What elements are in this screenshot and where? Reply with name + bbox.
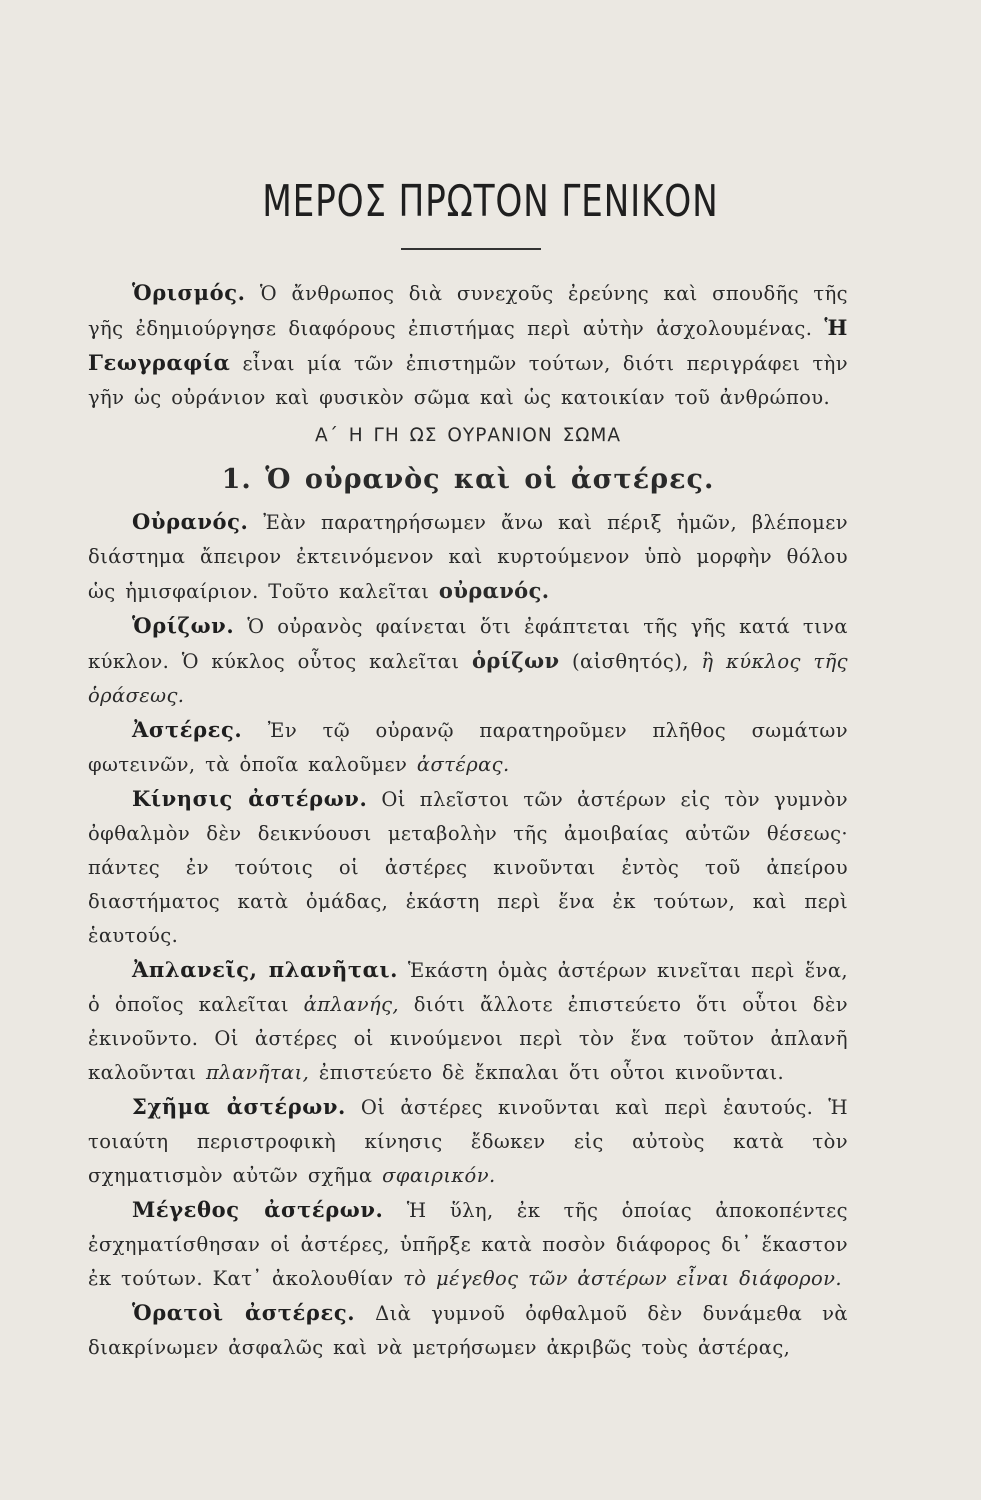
paragraph-star-size — [88, 1193, 848, 1296]
keyword-horizon: Ὁρίζων. — [132, 613, 235, 638]
paragraph-star-shape — [88, 1090, 848, 1193]
keyword-fixed-planets: Ἀπλανεῖς, πλανῆται. — [132, 957, 399, 982]
text: Ἑκάστη ὁμὰς ἀστέρων κινεῖται περὶ ἕνα, ὁ ὁποῖος καλεῖται — [88, 959, 848, 1016]
text: διότι ἄλλοτε ἐπιστεύετο ὅτι οὗτοι δὲν ἐκινοῦντο. Οἱ ἀστέρες οἱ κινούμενοι περὶ τὸν ἕνα τοῦτον ἀπλανῆ καλοῦνται — [88, 993, 849, 1084]
italic-term: ἀστέρας. — [416, 753, 510, 776]
title-divider — [401, 248, 541, 250]
text: Οἱ πλεῖστοι τῶν ἀστέρων εἰς τὸν γυμνὸν ὀφθαλμὸν δὲν δεικνύουσι μεταβολὴν τῆς ἀμοιβαίας αὐτῶν θέσεως· πάντες ἐν τούτοις οἱ ἀστέρες κινοῦνται ἐντὸς τοῦ ἀπείρου διαστήματος κατὰ ὁμάδας, ἑκάστη περὶ ἕνα ἐκ τούτων, καὶ περὶ ἑαυτούς. — [88, 788, 848, 947]
bold-term: οὐρανός. — [438, 578, 550, 603]
section-heading: Α΄ Η ΓΗ ΩΣ ΟΥΡΑΝΙΟΝ ΣΩΜΑ — [314, 425, 622, 446]
keyword-visible-stars: Ὁρατοὶ ἀστέρες. — [132, 1300, 356, 1325]
text: Ἡ ὕλη, ἐκ τῆς ὁποίας ἀποκοπέντες ἐσχηματίσθησαν οἱ ἀστέρες, ὑπῆρξε κατὰ ποσὸν διάφορος δι᾿ ἕκαστον ἐκ τούτων. Κατ᾿ ἀκολουθίαν — [88, 1199, 848, 1290]
paragraph-star-motion — [88, 782, 848, 953]
text: (αἰσθητός), — [559, 650, 702, 673]
keyword-stars: Ἀστέρες. — [132, 717, 243, 742]
paragraph-sky — [88, 505, 848, 609]
text: Ἐν τῷ οὐρανῷ παρατηροῦμεν πλῆθος σωμάτων φωτεινῶν, τὰ ὁποῖα καλοῦμεν — [88, 719, 848, 776]
page-body — [88, 272, 848, 1365]
keyword-star-size: Μέγεθος ἀστέρων. — [132, 1197, 384, 1222]
chapter-heading: 1. Ὁ οὐρανὸς καὶ οἱ ἀστέρες. — [221, 464, 715, 495]
italic-term: σφαιρικόν. — [382, 1164, 496, 1187]
keyword-star-motion: Κίνησις ἀστέρων. — [132, 786, 368, 811]
part-title: ΜΕΡΟΣ ΠΡΩΤΟΝ ΓΕΝΙΚΟΝ — [262, 176, 719, 227]
text: Διὰ γυμνοῦ ὀφθαλμοῦ δὲν δυνάμεθα νὰ διακρίνωμεν ἀσφαλῶς καὶ νὰ μετρήσωμεν ἀκριβῶς τοὺς ἀστέρας, — [88, 1302, 848, 1359]
text: ἐπιστεύετο δὲ ἔκπαλαι ὅτι οὗτοι κινοῦνται. — [309, 1061, 785, 1084]
keyword-definition: Ὁρισμός. — [132, 280, 246, 305]
bold-term: ὁρίζων — [471, 648, 560, 673]
italic-term: ἢ κύκλος τῆς ὁράσεως. — [88, 650, 848, 707]
paragraph-horizon — [88, 609, 848, 713]
paragraph-stars — [88, 713, 848, 782]
keyword-geography: Ἡ Γεωγραφία — [88, 315, 848, 375]
text: Ὁ ἄνθρωπος διὰ συνεχοῦς ἐρεύνης καὶ σπουδῆς τῆς γῆς ἐδημιούργησε διαφόρους ἐπιστήμας περὶ αὐτὴν ἀσχολουμένας. — [88, 282, 848, 340]
paragraph-visible-stars — [88, 1296, 848, 1365]
keyword-sky: Οὐρανός. — [132, 509, 249, 534]
paragraph-fixed-planets — [88, 953, 848, 1090]
text: Ὁ οὐρανὸς φαίνεται ὅτι ἐφάπτεται τῆς γῆς κατά τινα κύκλον. Ὁ κύκλος οὗτος καλεῖται — [88, 615, 848, 673]
italic-term: τὸ μέγεθος τῶν ἀστέρων εἶναι διάφορον. — [403, 1267, 842, 1290]
text: Οἱ ἀστέρες κινοῦνται καὶ περὶ ἑαυτούς. Ἡ τοιαύτη περιστροφικὴ κίνησις ἔδωκεν εἰς αὐτοὺς κατὰ τὸν σχηματισμὸν αὐτῶν σχῆμα — [88, 1096, 848, 1187]
paragraph-definition — [88, 276, 848, 415]
italic-term: ἀπλανής, — [303, 993, 400, 1016]
text: Ἐὰν παρατηρήσωμεν ἄνω καὶ πέριξ ἡμῶν, βλέπομεν διάστημα ἄπειρον ἐκτεινόμενον καὶ κυρτούμενον ὑπὸ μορφὴν θόλου ὡς ἡμισφαίριον. Τοῦτο καλεῖται — [88, 511, 848, 603]
text: εἶναι μία τῶν ἐπιστημῶν τούτων, διότι περιγράφει τὴν γῆν ὡς οὐράνιον καὶ φυσικὸν σῶμα καὶ ὡς κατοικίαν τοῦ ἀνθρώπου. — [88, 352, 848, 409]
italic-term: πλανῆται, — [205, 1061, 310, 1084]
keyword-star-shape: Σχῆμα ἀστέρων. — [132, 1094, 346, 1119]
